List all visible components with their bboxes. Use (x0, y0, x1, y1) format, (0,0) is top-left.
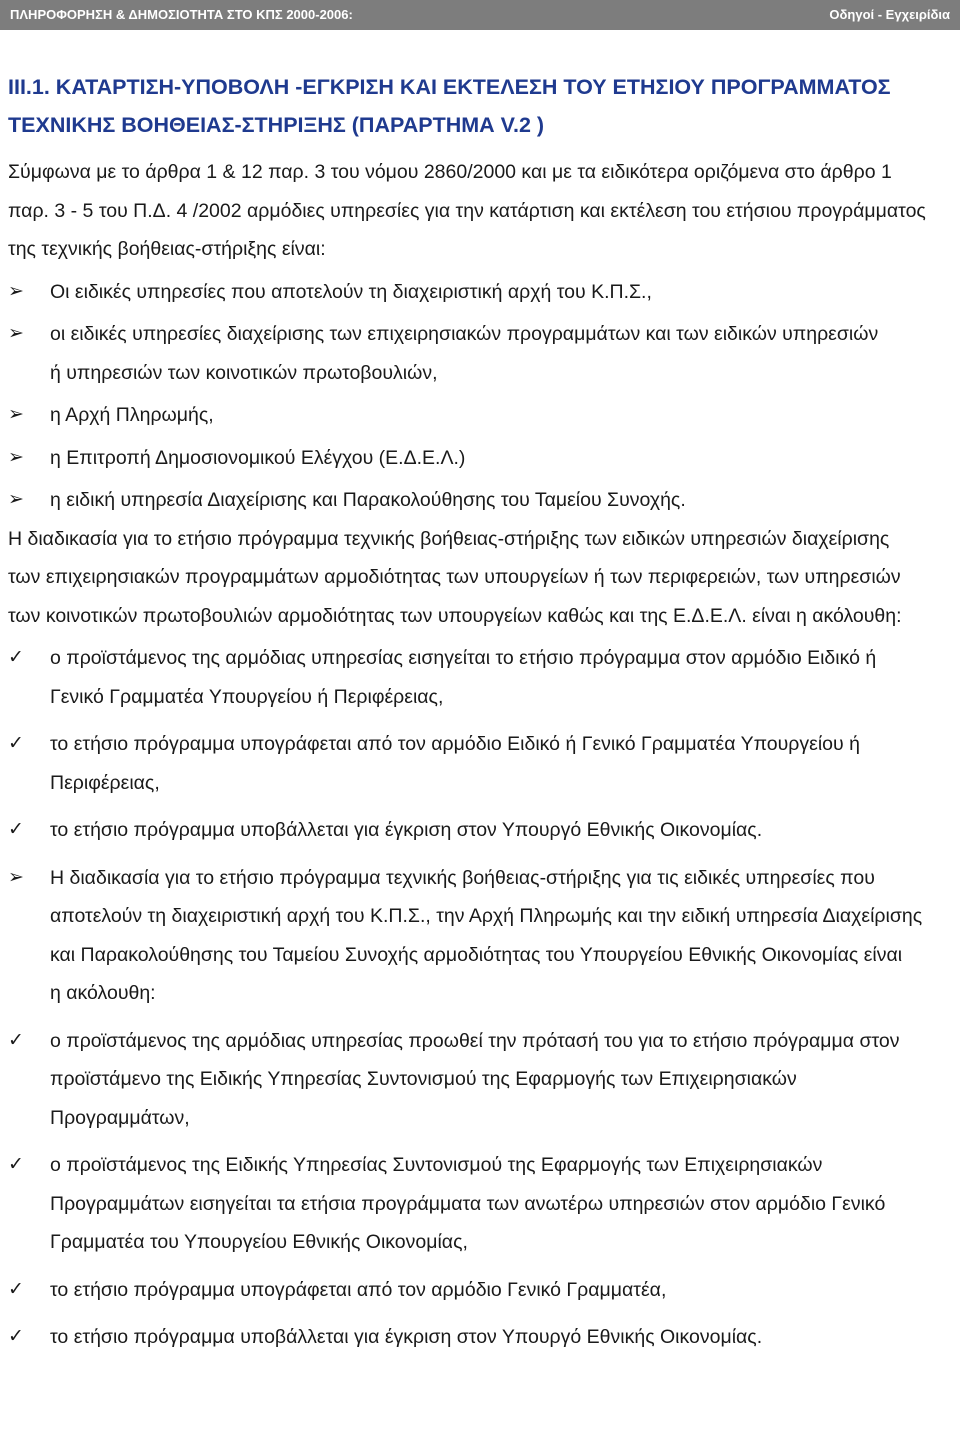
list-item (8, 639, 952, 716)
procedure-paragraph (8, 520, 952, 636)
list-item (8, 273, 952, 312)
section-title-line: III.1. ΚΑΤΑΡΤΙΣΗ-ΥΠΟΒΟΛΗ -ΕΓΚΡΙΣΗ ΚΑΙ ΕΚΤΕΛΕΣΗ ΤΟΥ ΕΤΗΣΙΟΥ ΠΡΟΓΡΑΜΜΑΤΟΣ (8, 75, 891, 99)
text-line: η Αρχή Πληρωμής, (50, 404, 214, 426)
arrow-bullet-icon: ➢ (8, 489, 24, 510)
section-title (8, 68, 952, 144)
text-line: Προγραμμάτων εισηγείται τα ετήσια προγράμματα των ανωτέρω υπηρεσιών στον αρμόδιο Γενικό (50, 1192, 886, 1215)
checkmark-icon: ✓ (8, 1029, 24, 1051)
services-list (8, 273, 952, 520)
arrow-bullet-icon: ➢ (8, 323, 24, 344)
running-header (0, 0, 960, 30)
text-line: ή υπηρεσιών των κοινοτικών πρωτοβουλιών, (50, 361, 438, 384)
header-series-title: Οδηγοί - Εγχειρίδια (829, 7, 950, 22)
intro-paragraph (8, 153, 952, 269)
procedure-steps-list (8, 639, 952, 1357)
list-item (8, 439, 952, 478)
text-line: το ετήσιο πρόγραμμα υπογράφεται από τον αρμόδιο Γενικό Γραμματέα, (50, 1278, 667, 1301)
checkmark-icon: ✓ (8, 733, 24, 754)
text-line: παρ. 3 - 5 του Π.Δ. 4 /2002 αρμόδιες υπηρεσίες για την κατάρτιση και εκτέλεση του ετήσιου προγράμματος (8, 199, 926, 222)
text-line: το ετήσιο πρόγραμμα υποβάλλεται για έγκριση στον Υπουργό Εθνικής Οικονομίας. (50, 1326, 763, 1348)
checkmark-icon: ✓ (8, 1326, 24, 1347)
list-item (8, 1022, 952, 1138)
text-line: Οι ειδικές υπηρεσίες που αποτελούν τη διαχειριστική αρχή του Κ.Π.Σ., (50, 280, 652, 303)
text-line: Περιφέρειας, (50, 771, 160, 794)
text-line: Γραμματέα του Υπουργείου Εθνικής Οικονομίας, (50, 1231, 468, 1253)
list-item (8, 811, 952, 850)
list-item (8, 396, 952, 435)
text-line: Η διαδικασία για το ετήσιο πρόγραμμα τεχνικής βοήθειας-στήριξης για τις ειδικές υπηρεσίες που (50, 866, 875, 889)
list-item (8, 859, 952, 1013)
checkmark-icon: ✓ (8, 1154, 24, 1175)
text-line: προϊστάμενο της Ειδικής Υπηρεσίας Συντονισμού της Εφαρμογής των Επιχειρησιακών (50, 1068, 797, 1090)
arrow-bullet-icon: ➢ (8, 866, 24, 888)
section-title-line: ΤΕΧΝΙΚΗΣ ΒΟΗΘΕΙΑΣ-ΣΤΗΡΙΞΗΣ (ΠΑΡΑΡΤΗΜΑ V.2 ) (8, 113, 545, 137)
text-line: οι ειδικές υπηρεσίες διαχείρισης των επιχειρησιακών προγραμμάτων και των ειδικών υπηρεσιών (50, 323, 879, 345)
text-line: ο προϊστάμενος της αρμόδιας υπηρεσίας εισηγείται το ετήσιο πρόγραμμα στον αρμόδιο Ειδικό ή (50, 647, 877, 669)
text-line: και Παρακολούθησης του Ταμείου Συνοχής αρμοδιότητας του Υπουργείου Εθνικής Οικονομίας είναι (50, 943, 903, 966)
checkmark-icon: ✓ (8, 819, 24, 840)
checkmark-icon: ✓ (8, 1278, 24, 1300)
list-item (8, 1146, 952, 1262)
text-line: η ακόλουθη: (50, 982, 156, 1004)
text-line: ο προϊστάμενος της Ειδικής Υπηρεσίας Συντονισμού της Εφαρμογής των Επιχειρησιακών (50, 1154, 823, 1176)
list-item (8, 315, 952, 392)
arrow-bullet-icon: ➢ (8, 446, 24, 468)
text-line: το ετήσιο πρόγραμμα υπογράφεται από τον αρμόδιο Ειδικό ή Γενικό Γραμματέα Υπουργείου ή (50, 733, 860, 755)
list-item (8, 1271, 952, 1310)
text-line: η ειδική υπηρεσία Διαχείρισης και Παρακολούθησης του Ταμείου Συνοχής. (50, 489, 686, 511)
page-content (8, 68, 952, 1357)
text-line: αποτελούν τη διαχειριστική αρχή του Κ.Π.Σ., την Αρχή Πληρωμής και την ειδική υπηρεσία Διαχείρισης (50, 905, 923, 927)
text-line: της τεχνικής βοήθειας-στήριξης είναι: (8, 238, 326, 260)
text-line: Προγραμμάτων, (50, 1106, 190, 1129)
arrow-bullet-icon: ➢ (8, 280, 24, 302)
text-line: των κοινοτικών πρωτοβουλιών αρμοδιότητας των υπουργείων καθώς και της Ε.Δ.Ε.Λ. είναι η ακόλουθη: (8, 604, 902, 627)
text-line: η Επιτροπή Δημοσιονομικού Ελέγχου (Ε.Δ.Ε.Λ.) (50, 446, 466, 469)
checkmark-icon: ✓ (8, 647, 24, 668)
list-item (8, 725, 952, 802)
list-item (8, 481, 952, 520)
text-line: ο προϊστάμενος της αρμόδιας υπηρεσίας προωθεί την πρότασή του για το ετήσιο πρόγραμμα στον (50, 1029, 900, 1052)
text-line: Η διαδικασία για το ετήσιο πρόγραμμα τεχνικής βοήθειας-στήριξης των ειδικών υπηρεσιών διαχείρισης (8, 527, 890, 550)
list-item (8, 1318, 952, 1357)
text-line: το ετήσιο πρόγραμμα υποβάλλεται για έγκριση στον Υπουργό Εθνικής Οικονομίας. (50, 819, 763, 841)
text-line: Γενικό Γραμματέα Υπουργείου ή Περιφέρειας, (50, 685, 444, 708)
text-line: Σύμφωνα με το άρθρα 1 & 12 παρ. 3 του νόμου 2860/2000 και με τα ειδικότερα οριζόμενα στο άρθρο 1 (8, 161, 892, 183)
header-document-title: ΠΛΗΡΟΦΟΡΗΣΗ & ΔΗΜΟΣΙΟΤΗΤΑ ΣΤΟ ΚΠΣ 2000-2006: (10, 7, 353, 22)
arrow-bullet-icon: ➢ (8, 404, 24, 425)
text-line: των επιχειρησιακών προγραμμάτων αρμοδιότητας των υπουργείων ή των περιφερειών, των υπηρεσιών (8, 566, 901, 588)
